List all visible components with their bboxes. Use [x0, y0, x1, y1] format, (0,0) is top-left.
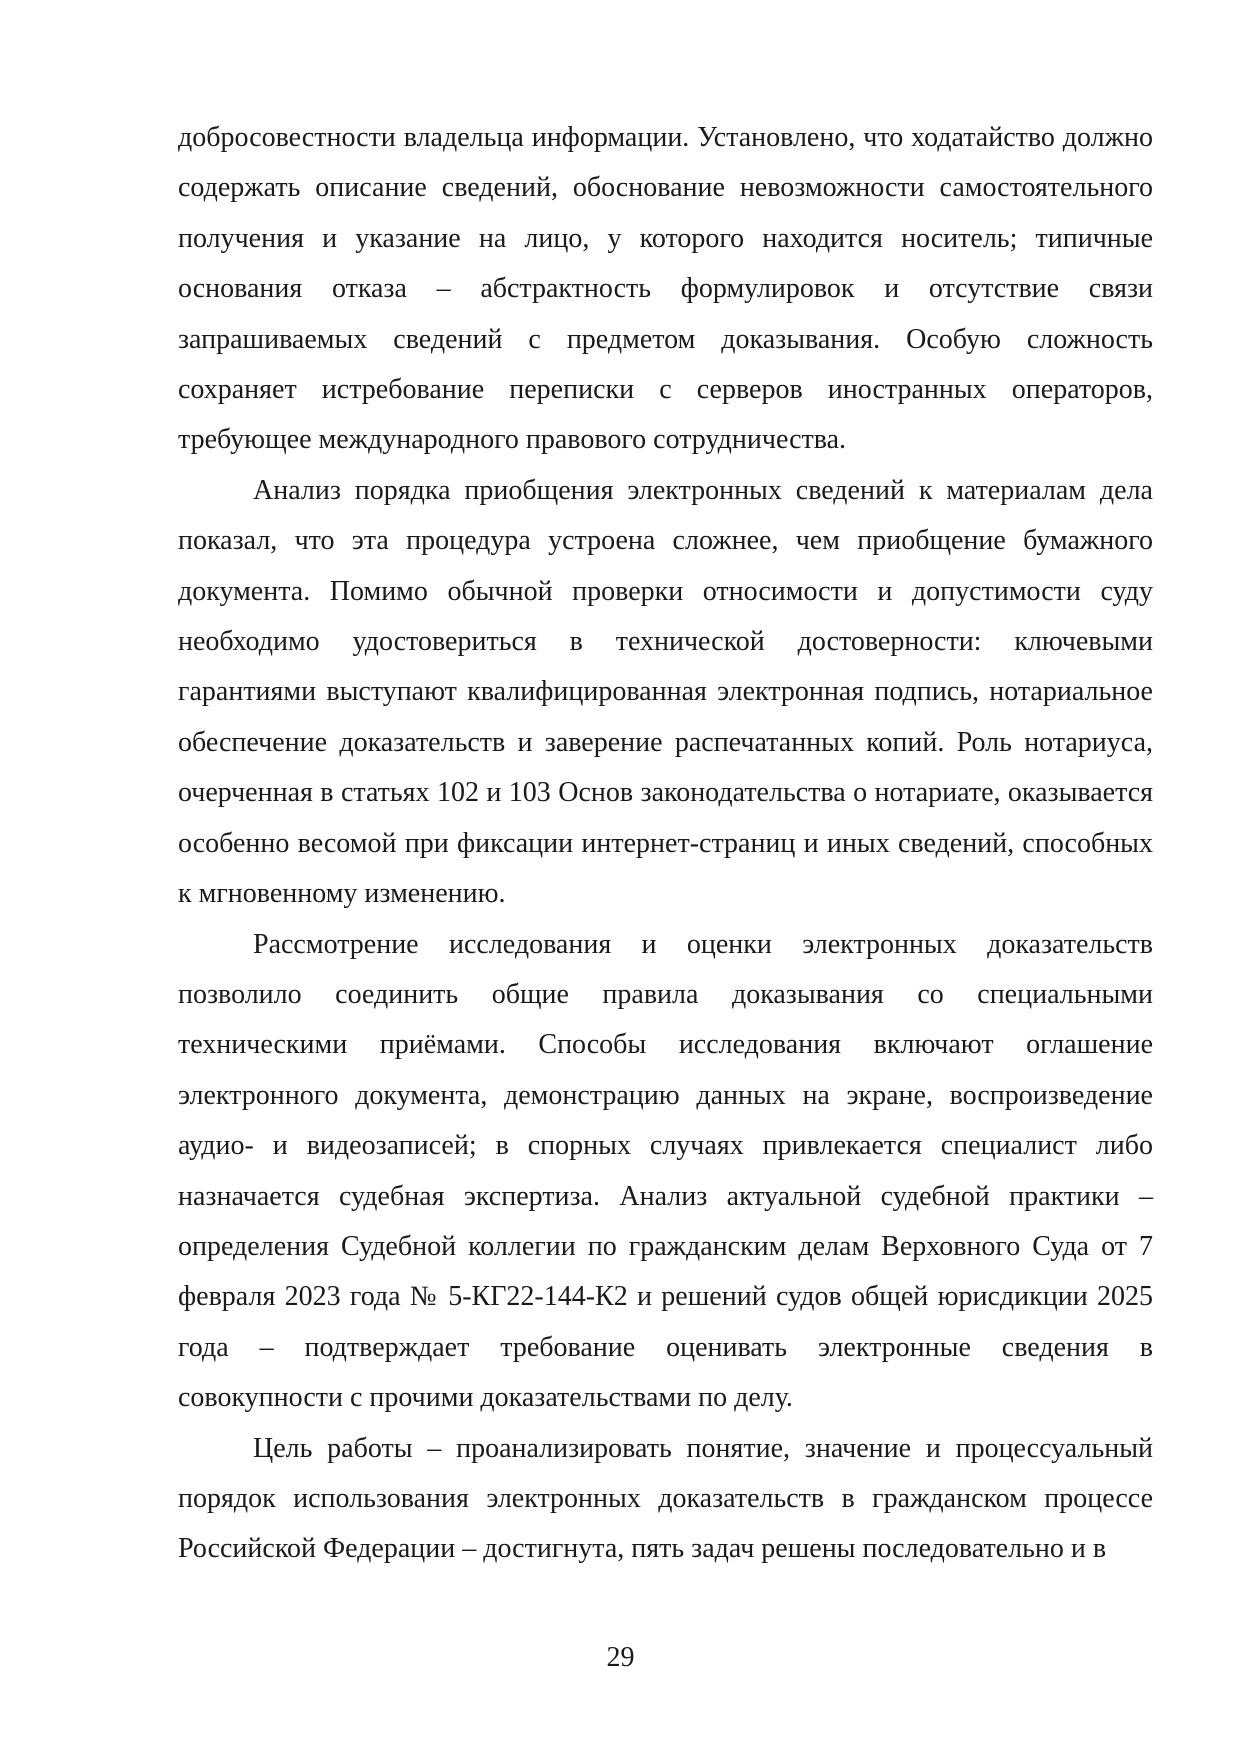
paragraph-attachment-procedure: Анализ порядка приобщения электронных сведений к материалам дела показал, что эта процедура устроена сложнее, чем приобщение бумажного документа. Помимо обычной проверки относимости и допустимости суду необходимо удостовериться в технической достоверности: ключевыми гарантиями выступают квалифицированная электронная подпись, нотариальное обеспечение доказательств и заверение распечатанных копий. Роль нотариуса, очерченная в статьях 102 и 103 Основ законодательства о нотариате, оказывается особенно весомой при фиксации интернет-страниц и иных сведений, способных к мгновенному изменению. [178, 474, 1153, 910]
paragraph-examination-evaluation: Рассмотрение исследования и оценки электронных доказательств позволило соединить общие правила доказывания со специальными техническими приёмами. Способы исследования включают оглашение электронного документа, демонстрацию данных на экране, воспроизведение аудио- и видеозаписей; в спорных случаях привлекается специалист либо назначается судебная экспертиза. Анализ актуальной судебной практики – определения Судебной коллегии по гражданским делам Верховного Суда от 7 февраля 2023 года № 5-КГ22-144-К2 и решений судов общей юрисдикции 2025 года – подтверждает требование оценивать электронные сведения в совокупности с прочими доказательствами по делу. [178, 928, 1153, 1414]
paragraph-continuation: добросовестности владельца информации. Установлено, что ходатайство должно содержать описание сведений, обоснование невозможности самостоятельного получения и указание на лицо, у которого находится носитель; типичные основания отказа – абстрактность формулировок и отсутствие связи запрашиваемых сведений с предметом доказывания. Особую сложность сохраняет истребование переписки с серверов иностранных операторов, требующее международного правового сотрудничества. [178, 122, 1153, 456]
body-text [178, 113, 1153, 1575]
page-number: 29 [606, 1642, 635, 1673]
paragraph-work-goal: Цель работы – проанализировать понятие, значение и процессуальный порядок использования электронных доказательств в гражданском процессе Российской Федерации – достигнута, пять задач решены последовательно и в [178, 1432, 1153, 1565]
